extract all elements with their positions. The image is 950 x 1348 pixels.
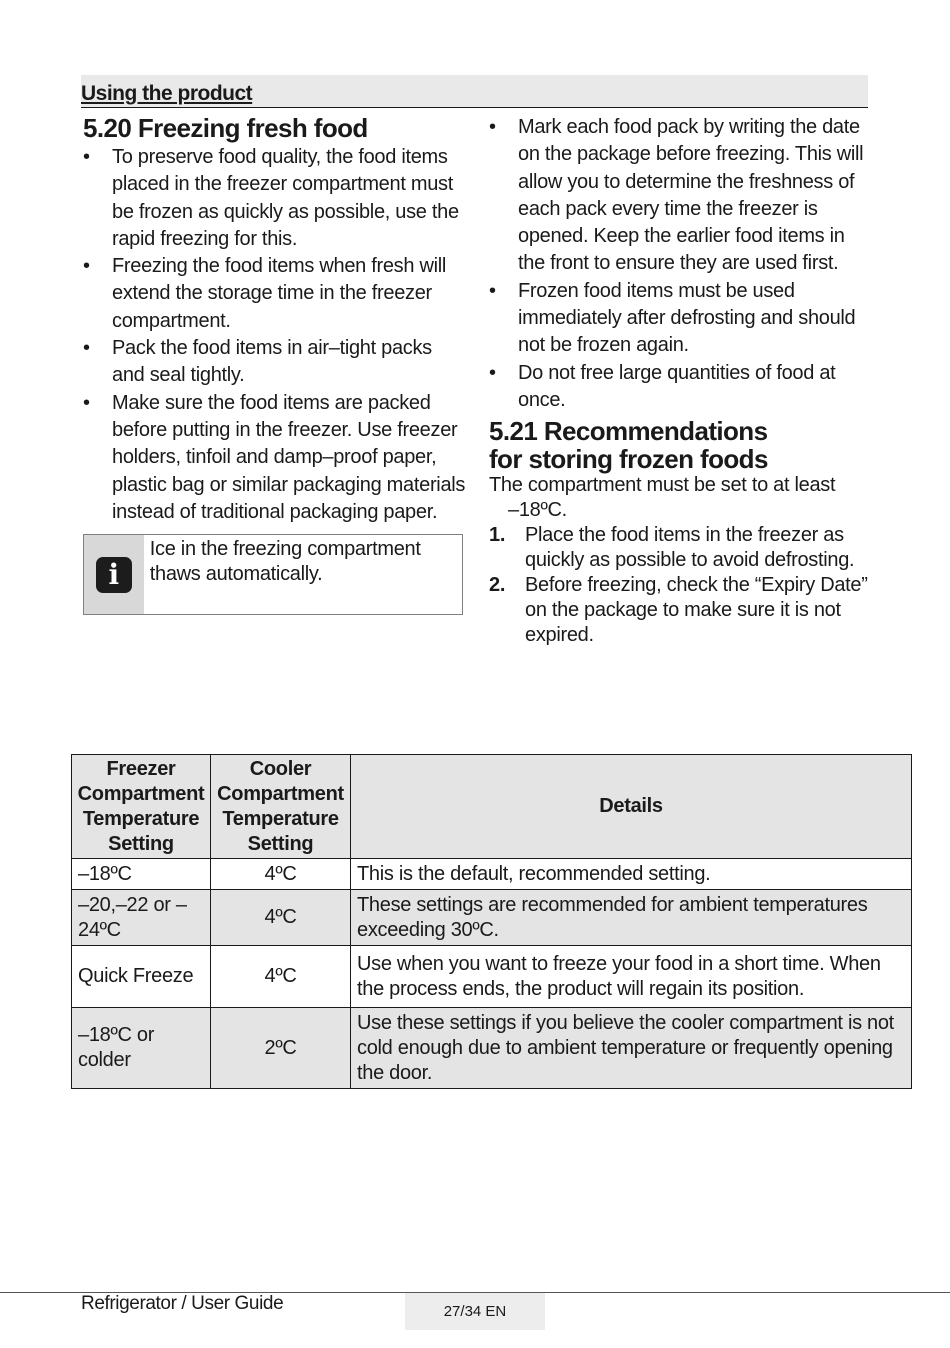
list-item: • Pack the food items in air–tight packs and seal tightly. <box>83 335 468 390</box>
footer-document-title: Refrigerator / User Guide <box>81 1293 284 1314</box>
column-header: Details <box>351 755 912 859</box>
table-row <box>72 890 912 946</box>
list-item: • Frozen food items must be used immediately after defrosting and should not be frozen again. <box>489 278 869 360</box>
table-row <box>72 859 912 890</box>
table-row <box>72 1008 912 1089</box>
compartment-setting-note: The compartment must be set to at least –18ºC. <box>489 474 836 522</box>
table-cell: 4ºC <box>211 890 351 946</box>
info-note <box>83 534 463 615</box>
storage-steps <box>489 523 869 648</box>
table-cell: Use these settings if you believe the cooler compartment is not cold enough due to ambient temperature or frequently opening the door. <box>351 1008 912 1089</box>
column-header: Freezer Compartment Temperature Setting <box>72 755 211 859</box>
heading-storing-frozen-foods: 5.21 Recommendations for storing frozen foods <box>489 416 768 475</box>
table-cell: 4ºC <box>211 946 351 1008</box>
freezing-tips-list <box>83 144 468 526</box>
list-item: • Freezing the food items when fresh will extend the storage time in the freezer compartment. <box>83 253 468 335</box>
list-item: • To preserve food quality, the food items placed in the freezer compartment must be frozen as quickly as possible, use the rapid freezing for this. <box>83 144 468 253</box>
right-column <box>489 114 869 648</box>
table-cell: 4ºC <box>211 859 351 890</box>
table-cell: This is the default, recommended setting. <box>351 859 912 890</box>
column-header: Cooler Compartment Temperature Setting <box>211 755 351 859</box>
info-icon: i <box>96 557 132 593</box>
table-cell: These settings are recommended for ambient temperatures exceeding 30ºC. <box>351 890 912 946</box>
list-item: • Mark each food pack by writing the date on the package before freezing. This will allow you to determine the freshness of each pack every time the freezer is opened. Keep the earlier food items in the front to ensure they are used first. <box>489 114 869 278</box>
list-item: 1. Place the food items in the freezer as quickly as possible to avoid defrosting. <box>489 524 855 572</box>
table-row <box>72 946 912 1008</box>
table-cell: –18ºC <box>72 859 211 890</box>
info-note-text: Ice in the freezing compartment thaws automatically. <box>149 538 421 586</box>
left-column <box>83 114 468 615</box>
table-cell: 2ºC <box>211 1008 351 1089</box>
table-cell: –18ºC or colder <box>72 1008 211 1089</box>
section-title: Using the product <box>81 82 253 105</box>
table-cell: Quick Freeze <box>72 946 211 1008</box>
temperature-settings-table <box>71 754 912 1089</box>
list-item: • Do not free large quantities of food at once. <box>489 360 869 415</box>
section-header <box>81 75 868 108</box>
list-item: • Make sure the food items are packed before putting in the freezer. Use freezer holders, tinfoil and damp–proof paper, plastic bag or similar packaging materials instead of traditional packaging paper. <box>83 390 468 526</box>
freezing-tips-list-continued <box>489 114 869 414</box>
table-header-row <box>72 755 912 859</box>
page-number: 27/34 EN <box>405 1293 545 1330</box>
list-item: 2. Before freezing, check the “Expiry Date” on the package to make sure it is not expired. <box>489 574 868 647</box>
table-cell: Use when you want to freeze your food in a short time. When the process ends, the product will regain its position. <box>351 946 912 1008</box>
table-cell: –20,–22 or –24ºC <box>72 890 211 946</box>
heading-freezing-fresh-food: 5.20 Freezing fresh food <box>83 113 368 143</box>
